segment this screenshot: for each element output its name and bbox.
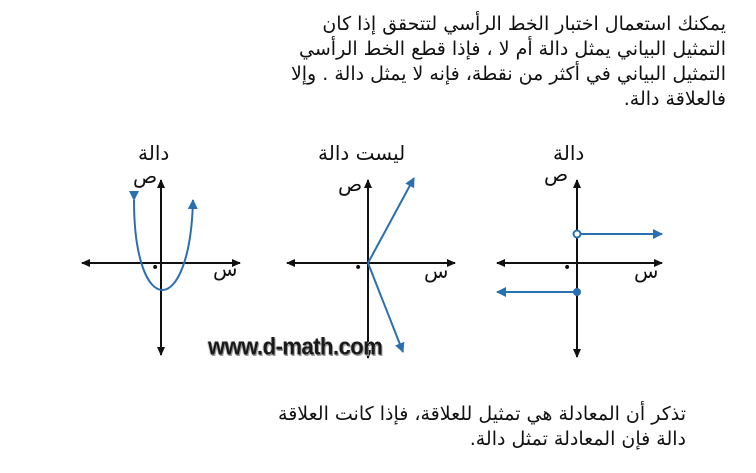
open-circle-point bbox=[574, 231, 581, 238]
left-graph bbox=[82, 180, 240, 355]
right-graph-title: دالة bbox=[553, 141, 585, 165]
parabola-curve bbox=[134, 200, 193, 290]
middle-y-axis-label: ص bbox=[338, 172, 363, 196]
note-line: تذكر أن المعادلة هي تمثيل للعلاقة، فإذا كانت العلاقة bbox=[278, 403, 686, 425]
watermark-text: www.d-math.com bbox=[208, 332, 383, 361]
left-graph-title: دالة bbox=[138, 141, 170, 165]
middle-graph-title: ليست دالة bbox=[318, 141, 406, 165]
note-paragraph bbox=[278, 402, 686, 452]
middle-graph bbox=[287, 178, 455, 358]
right-x-axis-label: س bbox=[634, 259, 659, 283]
closed-circle-point bbox=[574, 289, 581, 296]
right-origin-dot: • bbox=[563, 260, 572, 276]
middle-origin-dot: • bbox=[354, 260, 363, 276]
left-x-axis-label: س bbox=[213, 257, 238, 281]
note-line: دالة فإن المعادلة تمثل دالة. bbox=[469, 428, 686, 450]
right-y-axis-label: ص bbox=[544, 162, 569, 186]
left-origin-dot: • bbox=[151, 260, 160, 276]
right-graph bbox=[497, 180, 662, 357]
intro-line: يمكنك استعمال اختبار الخط الرأسي لتتحقق إذا كان bbox=[322, 13, 726, 35]
intro-line: فالعلاقة دالة. bbox=[623, 88, 726, 110]
intro-line: التمثيل البياني في أكثر من نقطة، فإنه لا يمثل دالة . وإلا bbox=[290, 63, 726, 85]
left-y-axis-label: ص bbox=[133, 164, 158, 188]
middle-x-axis-label: س bbox=[424, 259, 449, 283]
intro-line: التمثيل البياني يمثل دالة أم لا ، فإذا قطع الخط الرأسي bbox=[299, 38, 726, 60]
upper-ray bbox=[368, 178, 414, 263]
